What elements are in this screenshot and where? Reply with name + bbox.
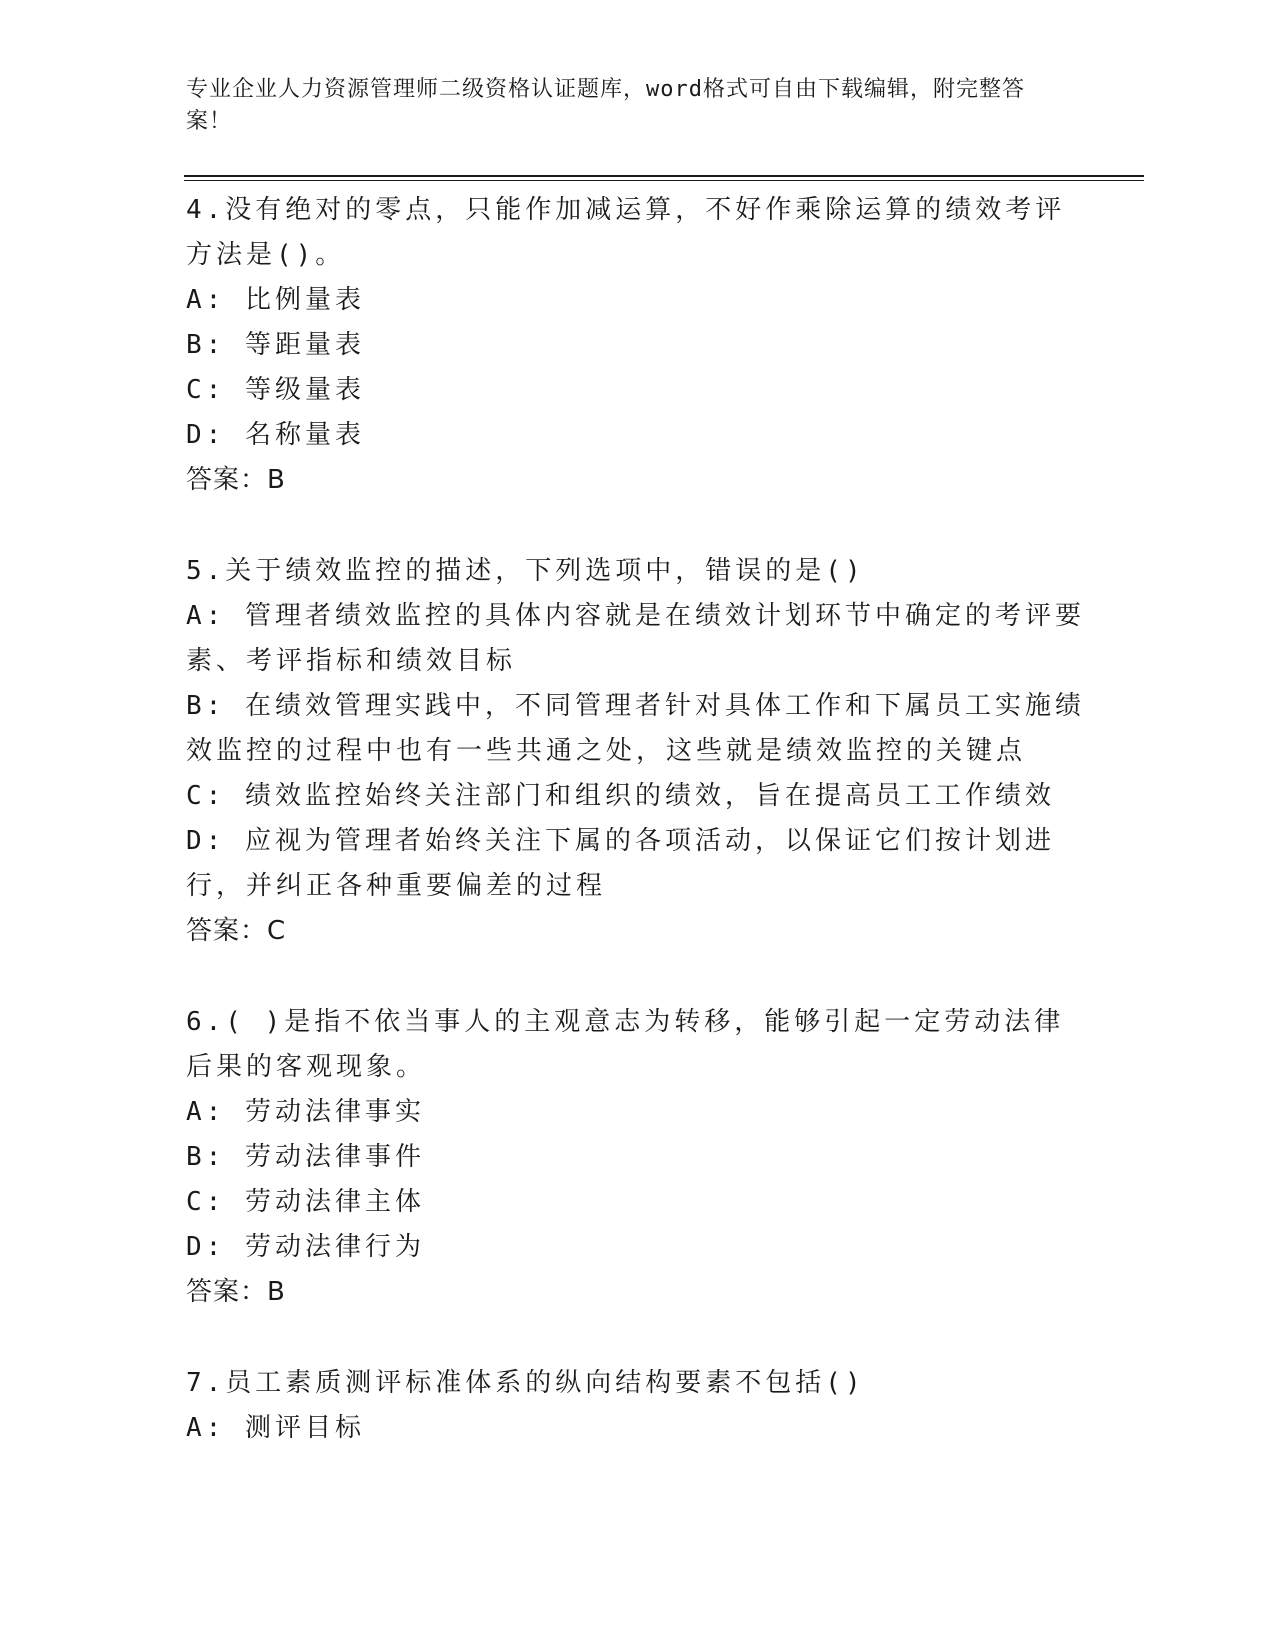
option-label: A: — [186, 1097, 226, 1127]
question-stem: 4.没有绝对的零点，只能作加减运算，不好作乘除运算的绩效考评方法是()。 — [186, 195, 1066, 270]
option-c — [186, 1180, 1086, 1225]
option-text: 劳动法律事件 — [244, 1142, 425, 1172]
option-text: 绩效监控始终关注部门和组织的绩效，旨在提高员工工作绩效 — [244, 781, 1055, 811]
option-label: B: — [186, 1142, 226, 1172]
option-label: A: — [186, 285, 226, 315]
option-b — [186, 1135, 1086, 1180]
question-6 — [186, 1000, 1086, 1315]
option-a — [186, 594, 1086, 684]
document-header-note: 专业企业人力资源管理师二级资格认证题库，word格式可自由下载编辑，附完整答案！ — [186, 77, 1025, 134]
question-5 — [186, 549, 1086, 954]
option-text: 管理者绩效监控的具体内容就是在绩效计划环节中确定的考评要素、考评指标和绩效目标 — [186, 601, 1085, 676]
option-d — [186, 1225, 1086, 1270]
option-a — [186, 278, 1086, 323]
option-b — [186, 323, 1086, 368]
option-a — [186, 1090, 1086, 1135]
option-b — [186, 684, 1086, 774]
option-a — [186, 1406, 1086, 1451]
question-4 — [186, 188, 1086, 503]
option-text: 劳动法律事实 — [244, 1097, 425, 1127]
question-stem: 7.员工素质测评标准体系的纵向结构要素不包括() — [186, 1368, 865, 1398]
option-d — [186, 413, 1086, 458]
option-text: 在绩效管理实践中，不同管理者针对具体工作和下属员工实施绩效监控的过程中也有一些共通之处，这些就是绩效监控的关键点 — [186, 691, 1085, 766]
option-label: D: — [186, 826, 226, 856]
option-text: 应视为管理者始终关注下属的各项活动，以保证它们按计划进行，并纠正各种重要偏差的过程 — [186, 826, 1055, 901]
option-text: 测评目标 — [244, 1413, 365, 1443]
option-label: C: — [186, 375, 226, 405]
option-label: A: — [186, 1413, 226, 1443]
option-text: 名称量表 — [244, 420, 365, 450]
option-label: C: — [186, 781, 226, 811]
question-stem: 6.( )是指不依当事人的主观意志为转移，能够引起一定劳动法律后果的客观现象。 — [186, 1007, 1065, 1082]
header-divider-thick — [184, 175, 1144, 177]
option-c — [186, 774, 1086, 819]
header-divider-thin — [184, 180, 1144, 181]
answer-line: 答案：B — [186, 465, 286, 495]
option-label: B: — [186, 330, 226, 360]
answer-line: 答案：B — [186, 1277, 286, 1307]
option-c — [186, 368, 1086, 413]
answer-line: 答案：C — [186, 916, 287, 946]
question-list — [186, 188, 1086, 1497]
option-label: A: — [186, 601, 226, 631]
option-text: 比例量表 — [244, 285, 365, 315]
option-text: 等距量表 — [244, 330, 365, 360]
option-d — [186, 819, 1086, 909]
option-label: D: — [186, 1232, 226, 1262]
question-stem: 5.关于绩效监控的描述，下列选项中，错误的是() — [186, 556, 865, 586]
option-text: 劳动法律行为 — [244, 1232, 425, 1262]
question-7 — [186, 1361, 1086, 1451]
option-label: C: — [186, 1187, 226, 1217]
option-text: 等级量表 — [244, 375, 365, 405]
option-text: 劳动法律主体 — [244, 1187, 425, 1217]
option-label: D: — [186, 420, 226, 450]
option-label: B: — [186, 691, 226, 721]
